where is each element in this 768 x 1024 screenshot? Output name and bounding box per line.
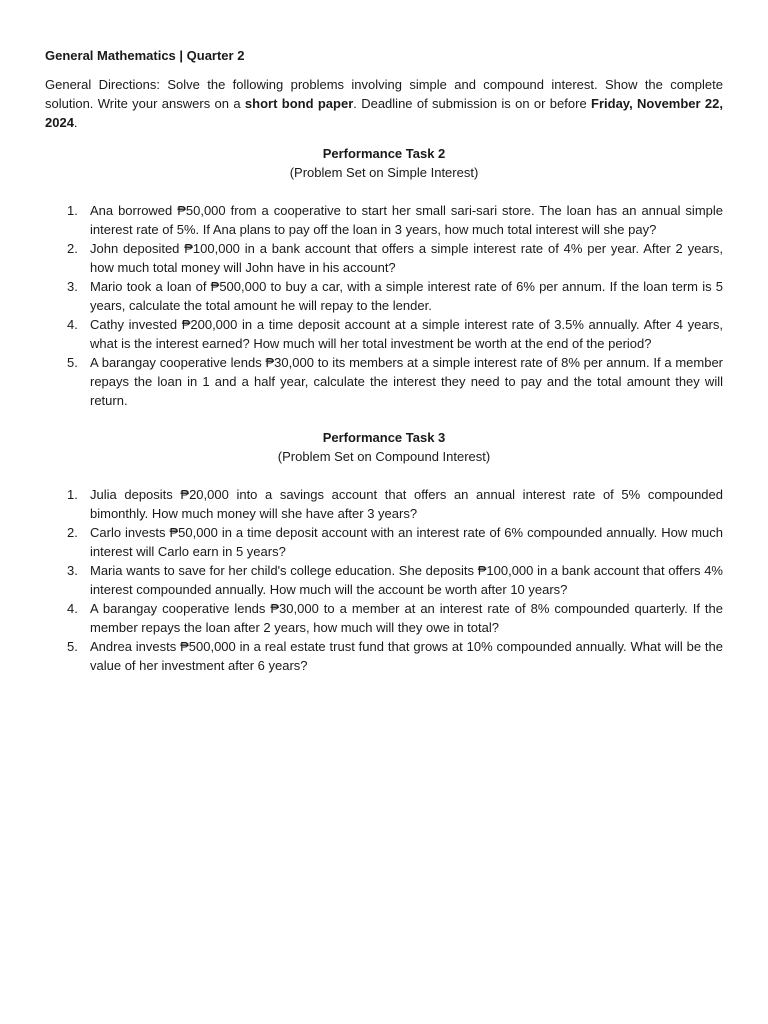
problem-text: A barangay cooperative lends ₱30,000 to a member at an interest rate of 8% compounded quarterly. If the member repays the loan after 2 years, how much will they owe in total? [90, 601, 723, 635]
task3-problem-3 [45, 561, 723, 599]
problem-text: Ana borrowed ₱50,000 from a cooperative to start her small sari-sari store. The loan has an annual simple interest rate of 5%. If Ana plans to pay off the loan in 3 years, how much total interest will she pay? [90, 203, 723, 237]
problem-text: Carlo invests ₱50,000 in a time deposit account with an interest rate of 6% compounded annually. How much interest will Carlo earn in 5 years? [90, 525, 723, 559]
problem-number: 1. [67, 487, 78, 502]
problem-text: Julia deposits ₱20,000 into a savings account that offers an annual interest rate of 5% compounded bimonthly. How much money will she have after 3 years? [90, 487, 723, 521]
problem-number: 1. [67, 203, 78, 218]
task3-problem-4 [45, 599, 723, 637]
task3-problem-list [45, 485, 723, 675]
problem-number: 3. [67, 563, 78, 578]
problem-number: 5. [67, 355, 78, 370]
directions-bold-deadline: Friday, November 22, 2024 [45, 96, 723, 130]
task2-problem-1 [45, 201, 723, 239]
task2-problem-3 [45, 277, 723, 315]
problem-text: Maria wants to save for her child's college education. She deposits ₱100,000 in a bank account that offers 4% interest compounded annually. How much will the account be worth after 10 years? [90, 563, 723, 597]
task2-problem-5 [45, 353, 723, 410]
task3-problem-2 [45, 523, 723, 561]
problem-text: Mario took a loan of ₱500,000 to buy a car, with a simple interest rate of 6% per annum. If the loan term is 5 years, calculate the total amount he will repay to the lender. [90, 279, 723, 313]
task3-heading: Performance Task 3 [322, 430, 446, 445]
task2-heading: Performance Task 2 [322, 146, 446, 161]
problem-number: 4. [67, 317, 78, 332]
task2-subtitle: (Problem Set on Simple Interest) [289, 165, 479, 180]
directions-text-2: . Deadline of submission is on or before [353, 96, 592, 111]
general-directions [45, 75, 723, 132]
document-title: General Mathematics | Quarter 2 [45, 48, 245, 63]
document-page [45, 46, 723, 693]
problem-number: 4. [67, 601, 78, 616]
task3-problem-1 [45, 485, 723, 523]
directions-bold-paper: short bond paper [244, 96, 354, 111]
directions-text-3: . [73, 115, 78, 130]
problem-number: 3. [67, 279, 78, 294]
problem-number: 5. [67, 639, 78, 654]
directions-text-1: General Directions: Solve the following problems involving simple and compound interest. Show the complete solution. Write your answers on a [45, 77, 723, 111]
task3-problem-5 [45, 637, 723, 675]
task2-problem-4 [45, 315, 723, 353]
problem-text: A barangay cooperative lends ₱30,000 to its members at a simple interest rate of 8% per annum. If a member repays the loan in 1 and a half year, calculate the interest they need to pay and the total amount they will return. [90, 355, 723, 408]
problem-number: 2. [67, 241, 78, 256]
task3-subtitle: (Problem Set on Compound Interest) [277, 449, 491, 464]
problem-text: John deposited ₱100,000 in a bank account that offers a simple interest rate of 4% per year. After 2 years, how much total money will John have in his account? [90, 241, 723, 275]
problem-text: Andrea invests ₱500,000 in a real estate trust fund that grows at 10% compounded annually. What will be the value of her investment after 6 years? [90, 639, 723, 673]
task2-problem-list [45, 201, 723, 410]
problem-text: Cathy invested ₱200,000 in a time deposit account at a simple interest rate of 3.5% annually. After 4 years, what is the interest earned? How much will her total investment be worth at the end of the period? [90, 317, 723, 351]
problem-number: 2. [67, 525, 78, 540]
task2-problem-2 [45, 239, 723, 277]
